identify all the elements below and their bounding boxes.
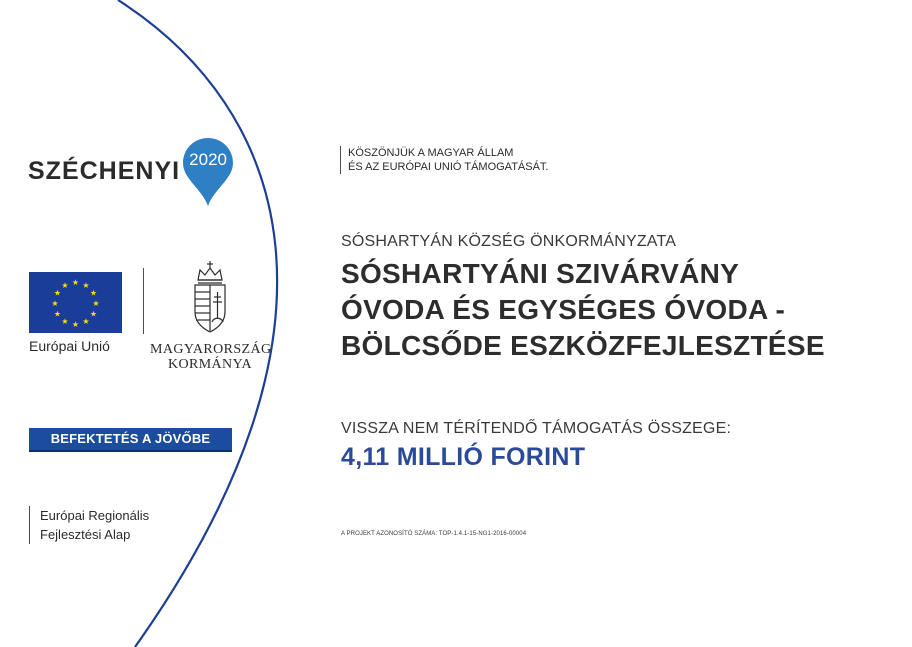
fund-name-line1: Európai Regionális bbox=[40, 508, 150, 523]
project-title-line2: ÓVODA ÉS EGYSÉGES ÓVODA - bbox=[341, 294, 786, 325]
project-title bbox=[341, 256, 901, 364]
project-title-line3: BÖLCSŐDE ESZKÖZFEJLESZTÉSE bbox=[341, 330, 825, 361]
location-pin-icon bbox=[182, 137, 234, 207]
szechenyi-2020-logo bbox=[28, 136, 234, 208]
investment-banner: BEFEKTETÉS A JÖVŐBE bbox=[29, 428, 232, 452]
thanks-note bbox=[340, 146, 548, 174]
fund-name bbox=[29, 506, 149, 544]
project-title-line1: SÓSHARTYÁNI SZIVÁRVÁNY bbox=[341, 258, 740, 289]
svg-text:★: ★ bbox=[71, 320, 80, 329]
svg-text:★: ★ bbox=[82, 317, 90, 326]
government-logo bbox=[150, 260, 270, 372]
svg-text:★: ★ bbox=[89, 288, 98, 298]
grant-amount: 4,11 MILLIÓ FORINT bbox=[341, 443, 586, 471]
svg-text:★: ★ bbox=[53, 309, 62, 319]
eu-label: Európai Unió bbox=[29, 338, 110, 354]
fund-name-line2: Fejlesztési Alap bbox=[40, 527, 131, 542]
svg-text:★: ★ bbox=[51, 299, 59, 308]
logo-year: 2020 bbox=[189, 150, 227, 169]
coat-of-arms-icon bbox=[190, 260, 230, 334]
svg-text:★: ★ bbox=[71, 278, 80, 287]
government-name-line1: MAGYARORSZÁG bbox=[150, 342, 272, 357]
svg-text:★: ★ bbox=[61, 281, 69, 290]
logo-divider bbox=[143, 268, 144, 334]
thanks-line2: ÉS AZ EURÓPAI UNIÓ TÁMOGATÁSÁT. bbox=[348, 161, 549, 173]
government-name-line2: KORMÁNYA bbox=[167, 357, 253, 372]
svg-text:★: ★ bbox=[89, 309, 98, 319]
svg-text:★: ★ bbox=[61, 317, 69, 326]
thanks-line1: KÖSZÖNJÜK A MAGYAR ÁLLAM bbox=[348, 147, 514, 159]
eu-flag-icon bbox=[29, 272, 122, 333]
svg-text:★: ★ bbox=[82, 281, 90, 290]
svg-text:★: ★ bbox=[92, 299, 100, 308]
grant-label: VISSZA NEM TÉRÍTENDŐ TÁMOGATÁS ÖSSZEGE: bbox=[341, 420, 732, 437]
project-id: A PROJEKT AZONOSÍTÓ SZÁMA: TOP-1.4.1-15-NG1-2016-00004 bbox=[341, 531, 527, 537]
eu-logo bbox=[29, 272, 122, 354]
organization-name: SÓSHARTYÁN KÖZSÉG ÖNKORMÁNYZATA bbox=[341, 233, 677, 250]
svg-text:★: ★ bbox=[53, 288, 62, 298]
szechenyi-wordmark: SZÉCHENYI bbox=[28, 156, 181, 185]
